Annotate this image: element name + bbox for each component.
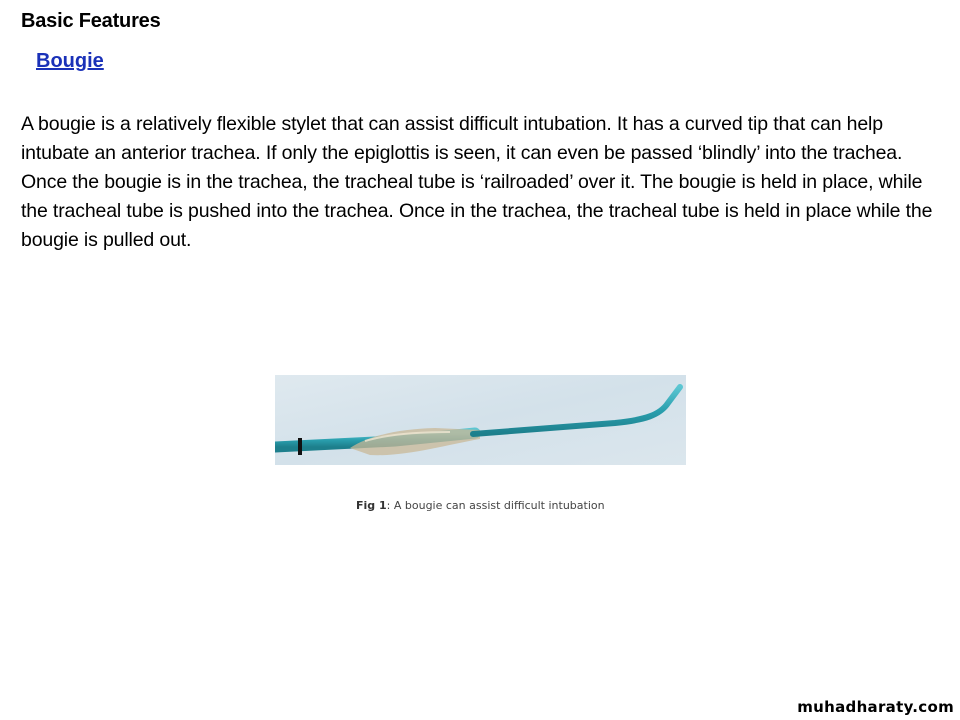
figure-caption-label: Fig 1 bbox=[356, 499, 387, 512]
site-watermark: muhadharaty.com bbox=[797, 698, 954, 716]
bougie-figure-image bbox=[275, 375, 686, 465]
depth-marker bbox=[298, 438, 302, 455]
figure-caption bbox=[356, 499, 605, 512]
figure-caption-text: : A bougie can assist difficult intubation bbox=[386, 499, 605, 512]
paragraph-1: A bougie is a relatively flexible stylet that can assist difficult intubation. It has a curved tip that can help intubate an anterior trachea. If only the epiglottis is seen, it can even be passed ‘blindly’ into the trachea. bbox=[21, 113, 903, 164]
page-title: Basic Features bbox=[21, 10, 161, 32]
body-text bbox=[21, 110, 946, 255]
bougie-link[interactable]: Bougie bbox=[36, 50, 104, 72]
paragraph-2: Once the bougie is in the trachea, the tracheal tube is ‘railroaded’ over it. The bougie is held in place, while the tracheal tube is pushed into the trachea. Once in the trachea, the tracheal tube is held in place while the bougie is pulled out. bbox=[21, 171, 933, 251]
